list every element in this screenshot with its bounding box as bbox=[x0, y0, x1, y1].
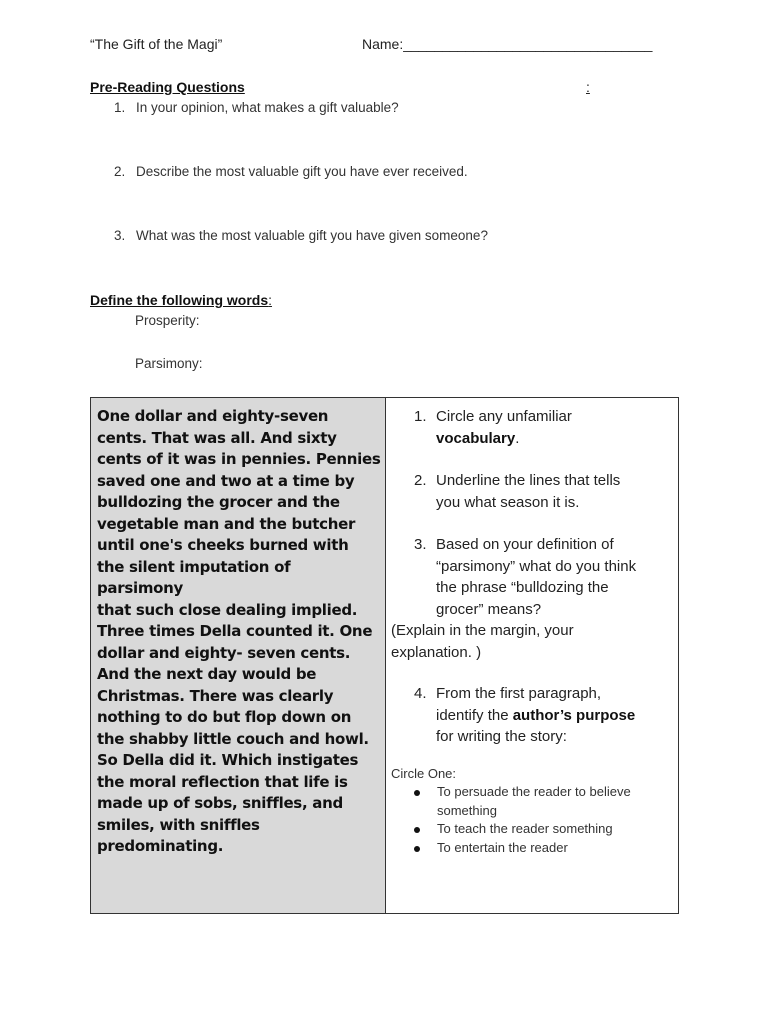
prereading-heading: Pre-Reading Questions bbox=[90, 79, 245, 95]
option-text: To entertain the reader bbox=[437, 840, 568, 855]
task-3-note bbox=[391, 620, 661, 663]
task-number: 4. bbox=[414, 685, 427, 702]
question-number: 2. bbox=[114, 164, 126, 179]
task-4-bold: author’s purpose bbox=[512, 706, 636, 724]
question-number: 3. bbox=[114, 228, 126, 243]
question-text: What was the most valuable gift you have given someone? bbox=[136, 228, 488, 243]
option-text: To persuade the reader to believe something bbox=[437, 784, 631, 818]
task-1 bbox=[414, 406, 684, 450]
task-3 bbox=[414, 534, 684, 622]
task-4-line: for writing the story: bbox=[436, 728, 567, 745]
reading-table bbox=[90, 397, 679, 914]
passage-line: bulldozing the grocer and the bbox=[97, 493, 340, 511]
passage-cell bbox=[91, 398, 386, 913]
task-4 bbox=[414, 683, 684, 749]
question-text: In your opinion, what makes a gift valuable? bbox=[136, 100, 399, 115]
prereading-question-2 bbox=[114, 164, 614, 182]
define-words-heading bbox=[90, 292, 272, 310]
passage-line: saved one and two at a time by bbox=[97, 471, 355, 490]
tasks-cell bbox=[386, 398, 678, 913]
passage-line: made up of sobs, sniffles, and bbox=[97, 794, 343, 812]
circle-one-label: Circle One: bbox=[391, 766, 457, 781]
task-1-bold: vocabulary bbox=[436, 429, 516, 447]
passage-line: that such close dealing implied. bbox=[97, 600, 358, 619]
passage-line: the moral reflection that life is bbox=[97, 772, 348, 791]
passage-line: And the next day would be bbox=[97, 665, 317, 683]
passage-line: the shabby little couch and howl. bbox=[97, 729, 369, 748]
passage-line: Three times Della counted it. One bbox=[97, 622, 373, 640]
name-field-label: Name:________________________________ bbox=[362, 36, 653, 52]
passage-line: nothing to do but flop down on bbox=[97, 708, 352, 726]
passage-line: smiles, with sniffles bbox=[97, 815, 260, 834]
stray-colon-mark: : bbox=[586, 79, 590, 95]
define-heading-text: Define the following words bbox=[90, 292, 269, 308]
task-2-line: you what season it is. bbox=[436, 493, 580, 511]
worksheet-title: “The Gift of the Magi” bbox=[90, 36, 223, 52]
passage-line: cents. That was all. And sixty bbox=[97, 428, 337, 447]
story-passage bbox=[97, 406, 381, 858]
bullet-icon bbox=[414, 827, 420, 833]
task-2-line: Underline the lines that tells bbox=[436, 472, 621, 489]
bullet-icon bbox=[414, 846, 420, 852]
task-2 bbox=[414, 470, 684, 514]
question-number: 1. bbox=[114, 100, 126, 115]
prereading-question-1 bbox=[114, 100, 614, 118]
task-3-line: Based on your definition of bbox=[436, 536, 614, 553]
passage-line: One dollar and eighty-seven bbox=[97, 407, 329, 425]
vocab-word-parsimony: Parsimony: bbox=[135, 356, 203, 371]
task-3-line: the phrase “bulldozing the bbox=[436, 579, 609, 596]
task-3-line: “parsimony” what do you think bbox=[436, 557, 637, 575]
passage-line: the silent imputation of parsimony bbox=[97, 557, 291, 597]
task-4-line: From the first paragraph, bbox=[436, 685, 602, 702]
task-number: 2. bbox=[414, 472, 427, 489]
task-3-line: grocer” means? bbox=[436, 600, 542, 618]
passage-line: vegetable man and the butcher bbox=[97, 514, 356, 533]
bullet-icon bbox=[414, 790, 420, 796]
passage-line: So Della did it. Which instigates bbox=[97, 751, 359, 769]
option-text: To teach the reader something bbox=[437, 821, 613, 836]
question-text: Describe the most valuable gift you have ever received. bbox=[136, 164, 468, 179]
passage-line: cents of it was in pennies. Pennies bbox=[97, 450, 381, 468]
passage-line: until one's cheeks burned with bbox=[97, 536, 349, 554]
vocab-word-prosperity: Prosperity: bbox=[135, 313, 200, 328]
passage-line: dollar and eighty- seven cents. bbox=[97, 643, 351, 662]
task-1-period: . bbox=[515, 429, 520, 447]
task-number: 1. bbox=[414, 408, 427, 425]
task-1-text: Circle any unfamiliar bbox=[436, 408, 572, 425]
option-entertain bbox=[414, 839, 682, 858]
task-4-line: identify the bbox=[436, 706, 513, 724]
define-heading-colon: : bbox=[268, 292, 273, 308]
task-3-note-line: (Explain in the margin, your bbox=[391, 622, 574, 639]
prereading-question-3 bbox=[114, 228, 614, 246]
option-teach bbox=[414, 820, 682, 839]
task-number: 3. bbox=[414, 536, 427, 553]
task-3-note-line: explanation. ) bbox=[391, 643, 482, 661]
passage-line: predominating. bbox=[97, 837, 224, 855]
passage-line: Christmas. There was clearly bbox=[97, 686, 334, 705]
option-persuade bbox=[414, 783, 682, 821]
